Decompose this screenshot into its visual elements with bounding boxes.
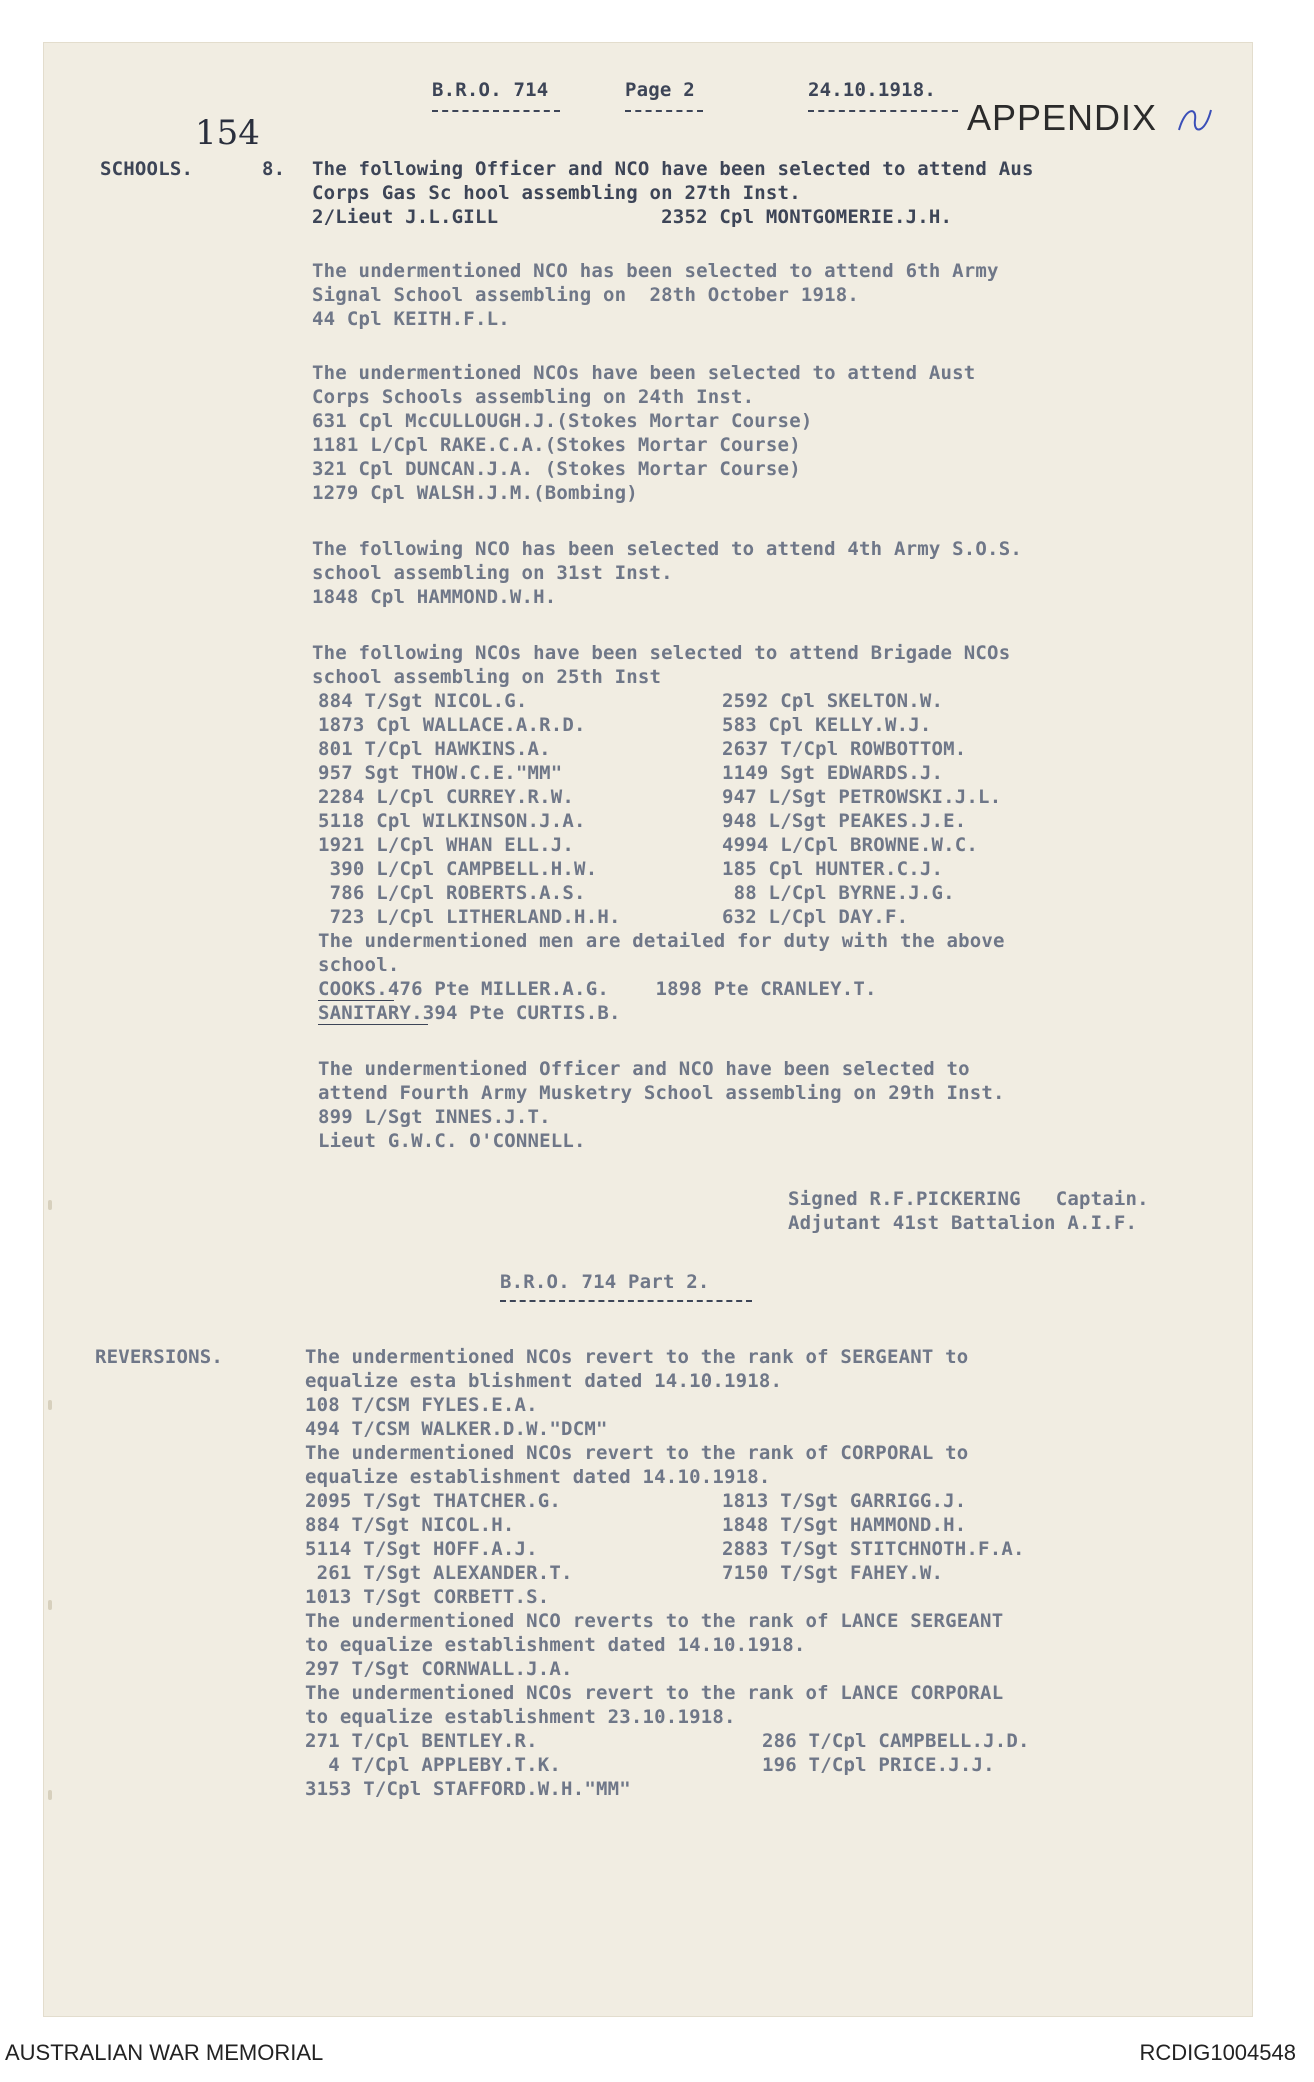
brigade-nco-left: 957 Sgt THOW.C.E."MM" bbox=[318, 762, 563, 784]
corporal-left: 884 T/Sgt NICOL.H. bbox=[305, 1514, 515, 1536]
schools-line: 1848 Cpl HAMMOND.W.H. bbox=[312, 586, 557, 608]
lance-sgt-line: 297 T/Sgt CORNWALL.J.A. bbox=[305, 1658, 573, 1680]
lance-cpl-right: 286 T/Cpl CAMPBELL.J.D. bbox=[762, 1730, 1030, 1752]
corporal-left: 1013 T/Sgt CORBETT.S. bbox=[305, 1586, 550, 1608]
schools-line: 44 Cpl KEITH.F.L. bbox=[312, 308, 510, 330]
musketry-line: Lieut G.W.C. O'CONNELL. bbox=[318, 1130, 586, 1152]
part2-heading: B.R.O. 714 Part 2. bbox=[500, 1271, 710, 1293]
appendix-stamp: APPENDIX bbox=[967, 97, 1158, 138]
corporal-left: 5114 T/Sgt HOFF.A.J. bbox=[305, 1538, 538, 1560]
schools-line: 1181 L/Cpl RAKE.C.A.(Stokes Mortar Course) bbox=[312, 434, 801, 456]
schools-label: SCHOOLS. bbox=[100, 158, 194, 180]
schools-line: Signal School assembling on 28th October 1918. bbox=[312, 284, 860, 306]
schools-line: 321 Cpl DUNCAN.J.A. (Stokes Mortar Course) bbox=[312, 458, 801, 480]
reversions-label: REVERSIONS. bbox=[95, 1346, 224, 1368]
footer-record-id: RCDIG1004548 bbox=[1139, 2040, 1296, 2065]
reversions-line: equalize esta blishment dated 14.10.1918. bbox=[305, 1370, 783, 1392]
schools-line: 2/Lieut J.L.GILL 2352 Cpl MONTGOMERIE.J.H. bbox=[312, 206, 953, 228]
brigade-nco-right: 947 L/Sgt PETROWSKI.J.L. bbox=[722, 786, 1002, 808]
brigade-nco-left: 723 L/Cpl LITHERLAND.H.H. bbox=[318, 906, 621, 928]
schools-line: Corps Gas Sc hool assembling on 27th Inst. bbox=[312, 182, 801, 204]
schools-line: 631 Cpl McCULLOUGH.J.(Stokes Mortar Course) bbox=[312, 410, 813, 432]
header-bro-underline bbox=[432, 110, 560, 112]
brigade-nco-right: 2637 T/Cpl ROWBOTTOM. bbox=[722, 738, 967, 760]
schools-line: school assembling on 25th Inst bbox=[312, 666, 662, 688]
lance-sgt-line: The undermentioned NCO reverts to the rank of LANCE SERGEANT bbox=[305, 1610, 1004, 1632]
brigade-nco-left: 884 T/Sgt NICOL.G. bbox=[318, 690, 528, 712]
header-date: 24.10.1918. bbox=[808, 79, 937, 101]
header-date-underline bbox=[808, 110, 958, 112]
corporal-right: 2883 T/Sgt STITCHNOTH.F.A. bbox=[722, 1538, 1025, 1560]
cooks-line: COOKS.476 Pte MILLER.A.G. 1898 Pte CRANLEY.T. bbox=[318, 978, 877, 1000]
schools-number: 8. bbox=[262, 158, 286, 180]
reversions-line: equalize establishment dated 14.10.1918. bbox=[305, 1466, 771, 1488]
brigade-nco-right: 1149 Sgt EDWARDS.J. bbox=[722, 762, 944, 784]
musketry-line: The undermentioned Officer and NCO have been selected to bbox=[318, 1058, 970, 1080]
lance-cpl-line: The undermentioned NCOs revert to the rank of LANCE CORPORAL bbox=[305, 1682, 1004, 1704]
brigade-nco-left: 786 L/Cpl ROBERTS.A.S. bbox=[318, 882, 586, 904]
reversions-line: 108 T/CSM FYLES.E.A. bbox=[305, 1394, 538, 1416]
schools-line: The following NCO has been selected to attend 4th Army S.O.S. bbox=[312, 538, 1022, 560]
corporal-left: 261 T/Sgt ALEXANDER.T. bbox=[305, 1562, 573, 1584]
lance-cpl-right: 196 T/Cpl PRICE.J.J. bbox=[762, 1754, 995, 1776]
handwritten-mark bbox=[1175, 100, 1215, 140]
men-detailed-line: The undermentioned men are detailed for duty with the above bbox=[318, 930, 1005, 952]
header-page-underline bbox=[625, 110, 703, 112]
reversions-line: The undermentioned NCOs revert to the rank of CORPORAL to bbox=[305, 1442, 969, 1464]
brigade-nco-left: 1921 L/Cpl WHAN ELL.J. bbox=[318, 834, 575, 856]
musketry-line: 899 L/Sgt INNES.J.T. bbox=[318, 1106, 551, 1128]
corporal-left: 2095 T/Sgt THATCHER.G. bbox=[305, 1490, 562, 1512]
brigade-nco-left: 2284 L/Cpl CURREY.R.W. bbox=[318, 786, 575, 808]
corporal-right: 1813 T/Sgt GARRIGG.J. bbox=[722, 1490, 967, 1512]
header-bro: B.R.O. 714 bbox=[432, 79, 549, 101]
lance-sgt-line: to equalize establishment dated 14.10.1918. bbox=[305, 1634, 806, 1656]
lance-cpl-left: 4 T/Cpl APPLEBY.T.K. bbox=[305, 1754, 562, 1776]
lance-cpl-line: to equalize establishment 23.10.1918. bbox=[305, 1706, 736, 1728]
lance-cpl-left: 271 T/Cpl BENTLEY.R. bbox=[305, 1730, 538, 1752]
schools-line: The following Officer and NCO have been selected to attend Aus bbox=[312, 158, 1034, 180]
footer-institution: AUSTRALIAN WAR MEMORIAL bbox=[5, 2040, 324, 2065]
folio-number: 154 bbox=[195, 113, 260, 153]
lance-cpl-left: 3153 T/Cpl STAFFORD.W.H."MM" bbox=[305, 1778, 631, 1800]
brigade-nco-left: 1873 Cpl WALLACE.A.R.D. bbox=[318, 714, 586, 736]
corporal-right: 1848 T/Sgt HAMMOND.H. bbox=[722, 1514, 967, 1536]
schools-line: school assembling on 31st Inst. bbox=[312, 562, 673, 584]
brigade-nco-left: 5118 Cpl WILKINSON.J.A. bbox=[318, 810, 586, 832]
brigade-nco-right: 948 L/Sgt PEAKES.J.E. bbox=[722, 810, 967, 832]
sanitary-line: SANITARY.394 Pte CURTIS.B. bbox=[318, 1002, 621, 1024]
corporal-right: 7150 T/Sgt FAHEY.W. bbox=[722, 1562, 944, 1584]
header-page: Page 2 bbox=[625, 79, 695, 101]
brigade-nco-left: 801 T/Cpl HAWKINS.A. bbox=[318, 738, 551, 760]
musketry-line: attend Fourth Army Musketry School assembling on 29th Inst. bbox=[318, 1082, 1005, 1104]
men-detailed-line: school. bbox=[318, 954, 400, 976]
brigade-nco-left: 390 L/Cpl CAMPBELL.H.W. bbox=[318, 858, 598, 880]
signature-line: Signed R.F.PICKERING Captain. bbox=[788, 1188, 1149, 1210]
schools-line: The following NCOs have been selected to attend Brigade NCOs bbox=[312, 642, 1011, 664]
adjutant-line: Adjutant 41st Battalion A.I.F. bbox=[788, 1212, 1138, 1234]
schools-line: Corps Schools assembling on 24th Inst. bbox=[312, 386, 755, 408]
brigade-nco-right: 2592 Cpl SKELTON.W. bbox=[722, 690, 944, 712]
part2-heading-underline bbox=[500, 1300, 752, 1302]
brigade-nco-right: 88 L/Cpl BYRNE.J.G. bbox=[722, 882, 955, 904]
brigade-nco-right: 185 Cpl HUNTER.C.J. bbox=[722, 858, 944, 880]
schools-line: The undermentioned NCO has been selected to attend 6th Army bbox=[312, 260, 999, 282]
brigade-nco-right: 583 Cpl KELLY.W.J. bbox=[722, 714, 932, 736]
reversions-line: The undermentioned NCOs revert to the rank of SERGEANT to bbox=[305, 1346, 969, 1368]
sanitary-underline bbox=[318, 1024, 428, 1025]
reversions-line: 494 T/CSM WALKER.D.W."DCM" bbox=[305, 1418, 608, 1440]
brigade-nco-right: 632 L/Cpl DAY.F. bbox=[722, 906, 909, 928]
schools-line: The undermentioned NCOs have been selected to attend Aust bbox=[312, 362, 976, 384]
schools-line: 1279 Cpl WALSH.J.M.(Bombing) bbox=[312, 482, 638, 504]
brigade-nco-right: 4994 L/Cpl BROWNE.W.C. bbox=[722, 834, 979, 856]
